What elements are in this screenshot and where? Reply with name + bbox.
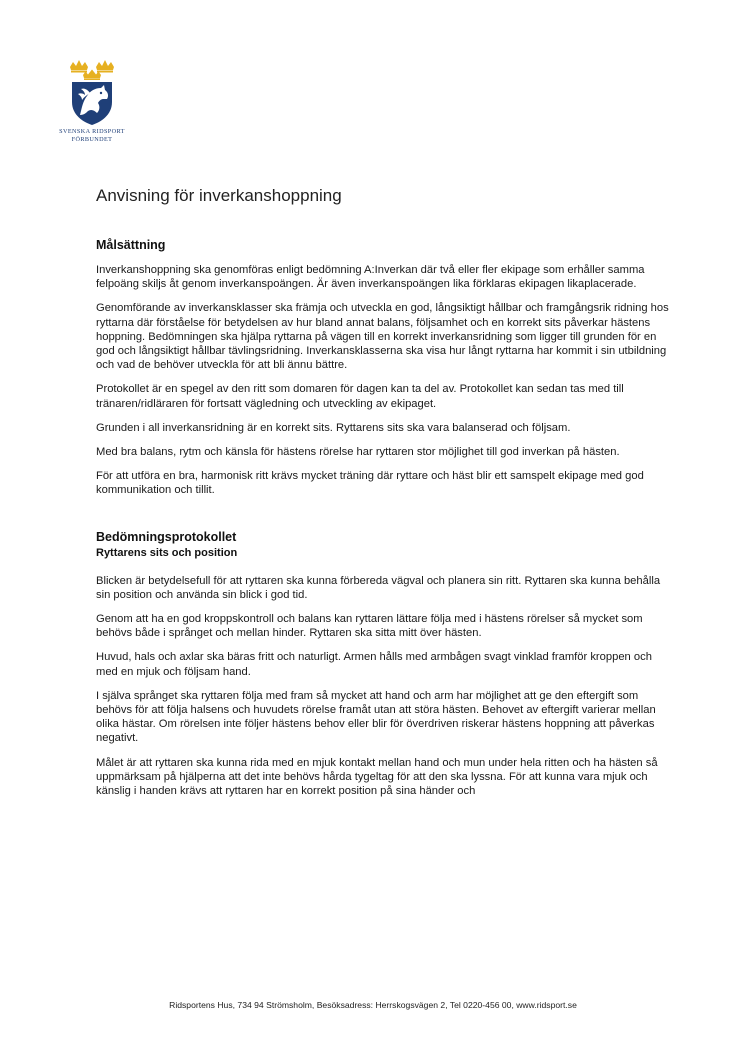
paragraph: Grunden i all inverkansridning är en korrekt sits. Ryttarens sits ska vara balanserad och följsam. [96, 421, 571, 434]
paragraph: Inverkanshoppning ska genomföras enligt bedömning A:Inverkan där två eller fler ekipage som erhåller samma felpoäng skiljs åt genom inverkanspoängen. Är även inverkanspoängen lika förklaras ekipagen likaplacerade. [96, 264, 645, 291]
organization-logo [52, 58, 132, 144]
section-heading-bedomningsprotokollet: Bedömningsprotokollet [96, 529, 237, 544]
document-title: Anvisning för inverkanshoppning [96, 186, 342, 205]
paragraph: Huvud, hals och axlar ska bäras fritt och naturligt. Armen hålls med armbågen svagt vinklad framför kroppen och med en mjuk och följsam hand. [96, 651, 652, 678]
subsection-heading: Ryttarens sits och position [96, 546, 238, 559]
paragraph: I själva språnget ska ryttaren följa med fram så mycket att hand och arm har möjlighet att ge den eftergift som behövs för att följa halsens och huvudets rörelse framåt utan att störa hästen. Behovet av eftergift varierar mellan olika hästar. Om rörelsen inte följer hästens behov eller blir för överdriven riskerar hästens hoppning att påverkas negativt. [96, 689, 656, 745]
document-body [96, 186, 671, 808]
paragraph: Genom att ha en god kroppskontroll och balans kan ryttaren lättare följa med i hästens rörelser så mycket som behövs både i språnget och mellan hinder. Ryttaren ska sitta mitt över hästen. [96, 613, 643, 640]
paragraph: För att utföra en bra, harmonisk ritt krävs mycket träning där ryttare och häst blir ett samspelt ekipage med god kommunikation och tillit. [96, 470, 644, 497]
horse-head-shield-icon [70, 80, 114, 126]
section-heading-malsattning: Målsättning [96, 238, 166, 252]
paragraph: Protokollet är en spegel av den ritt som domaren för dagen kan ta del av. Protokollet kan sedan tas med till tränaren/ridläraren för fortsatt vägledning och utveckling av ekipaget. [96, 383, 624, 410]
paragraph: Med bra balans, rytm och känsla för hästens rörelse har ryttaren stor möjlighet till god inverkan på hästen. [96, 446, 620, 459]
three-crowns-icon [68, 58, 116, 80]
paragraph: Blicken är betydelsefull för att ryttaren ska kunna förbereda vägval och planera sin ritt. Ryttaren ska kunna behålla sin position och använda sin blick i god tid. [96, 574, 661, 601]
organization-name-line2: FÖRBUNDET [71, 136, 113, 143]
paragraph: Målet är att ryttaren ska kunna rida med en mjuk kontakt mellan hand och mun under hela ritten och ha hästen så uppmärksam på hjälperna att det inte behövs hårda tygeltag för att den ska lyssna. För att kunna vara mjuk och känslig i handen krävs att ryttaren har en korrekt position på sina händer och [96, 756, 658, 798]
organization-name-line1: SVENSKA RIDSPORT [59, 128, 125, 135]
paragraph: Genomförande av inverkansklasser ska främja och utveckla en god, långsiktigt hållbar och framgångsrik ridning hos ryttarna där förståelse för betydelsen av hur bland annat balans, följsamhet och en korrekt sits påverkar hästens hoppning. Bedömningen ska hjälpa ryttarna på vägen till en korrekt inverkansridning som ligger till grunden för en god och långsiktigt hållbar tävlingsridning. Inverkansklasserna ska visa hur långt ryttarna har kommit i sin utbildning och vad de behöver utveckla för att bli ännu bättre. [96, 302, 669, 372]
page-footer: Ridsportens Hus, 734 94 Strömsholm, Besöksadress: Herrskogsvägen 2, Tel 0220-456 00, www.ridsport.se [169, 1000, 577, 1010]
